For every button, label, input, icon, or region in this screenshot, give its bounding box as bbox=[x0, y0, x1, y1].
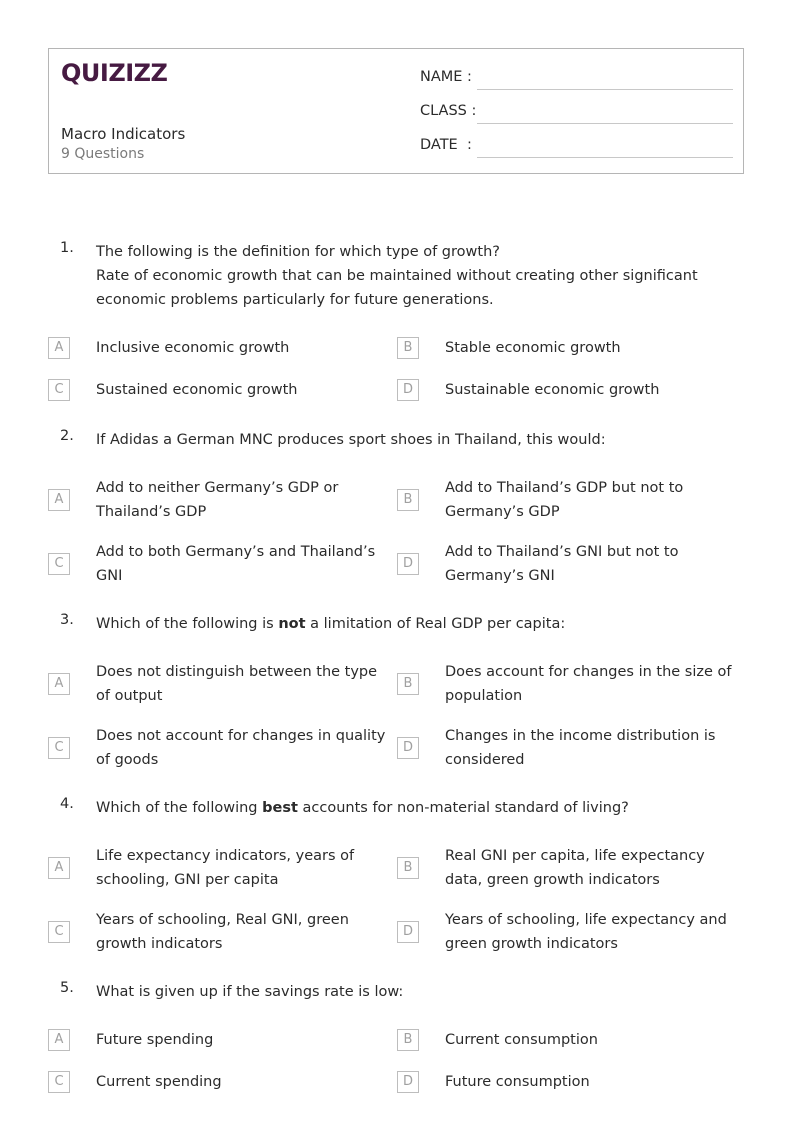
option-letter-box[interactable]: D bbox=[397, 921, 419, 943]
option-letter-box[interactable]: B bbox=[397, 489, 419, 511]
option-letter-box[interactable]: B bbox=[397, 857, 419, 879]
worksheet-header bbox=[48, 48, 744, 174]
option-text: Real GNI per capita, life expectancy data, green growth indicators bbox=[445, 848, 705, 888]
option-letter-box[interactable]: D bbox=[397, 1071, 419, 1093]
option-text: Future consumption bbox=[445, 1074, 590, 1090]
option-text: Does account for changes in the size of population bbox=[445, 664, 732, 704]
option-letter-box[interactable]: C bbox=[48, 1071, 70, 1093]
option-letter-box[interactable]: D bbox=[397, 379, 419, 401]
option-letter-box[interactable]: A bbox=[48, 857, 70, 879]
question-text-part: Which of the following is bbox=[96, 616, 279, 632]
option-letter-box[interactable]: A bbox=[48, 673, 70, 695]
option-text: Future spending bbox=[96, 1032, 214, 1048]
question-text-part: Which of the following bbox=[96, 800, 263, 816]
question-text-part: accounts for non-material standard of living? bbox=[297, 800, 629, 816]
option-letter-box[interactable]: A bbox=[48, 337, 70, 359]
question-number: 3. bbox=[60, 612, 74, 628]
question-text bbox=[96, 240, 736, 312]
option-text: Sustained economic growth bbox=[96, 382, 298, 398]
question-text-emphasis: best bbox=[262, 800, 298, 816]
option-text: Add to Thailand’s GNI but not to Germany’s GNI bbox=[445, 544, 679, 584]
class-label: CLASS : bbox=[420, 103, 477, 119]
question-text bbox=[96, 796, 736, 820]
question-number: 5. bbox=[60, 980, 74, 996]
name-field[interactable] bbox=[420, 66, 733, 92]
option-text: Add to Thailand’s GDP but not to Germany’s GDP bbox=[445, 480, 684, 520]
option-letter-box[interactable]: C bbox=[48, 379, 70, 401]
option-letter-box[interactable]: B bbox=[397, 1029, 419, 1051]
question-text bbox=[96, 428, 736, 452]
option-text: Changes in the income distribution is considered bbox=[445, 728, 716, 768]
option-text: Add to neither Germany’s GDP or Thailand’s GDP bbox=[96, 480, 339, 520]
option-text: Current consumption bbox=[445, 1032, 598, 1048]
option-text: Does not account for changes in quality of goods bbox=[96, 728, 386, 768]
worksheet-title: Macro Indicators bbox=[61, 125, 186, 143]
question-count: 9 Questions bbox=[61, 146, 145, 162]
option-letter-box[interactable]: B bbox=[397, 673, 419, 695]
option-letter-box[interactable]: C bbox=[48, 737, 70, 759]
question-text-part: What is given up if the savings rate is low: bbox=[96, 984, 404, 1000]
date-field[interactable] bbox=[420, 134, 733, 160]
question-text bbox=[96, 612, 736, 636]
quizizz-logo: QUIZIZZ bbox=[61, 59, 168, 87]
option-text: Years of schooling, life expectancy and green growth indicators bbox=[445, 912, 727, 952]
class-line[interactable] bbox=[477, 123, 733, 124]
option-letter-box[interactable]: A bbox=[48, 1029, 70, 1051]
option-text: Does not distinguish between the type of output bbox=[96, 664, 378, 704]
option-text: Years of schooling, Real GNI, green growth indicators bbox=[96, 912, 349, 952]
question-number: 4. bbox=[60, 796, 74, 812]
option-letter-box[interactable]: D bbox=[397, 553, 419, 575]
name-line[interactable] bbox=[477, 89, 733, 90]
option-text: Stable economic growth bbox=[445, 340, 621, 356]
option-letter-box[interactable]: C bbox=[48, 553, 70, 575]
question-text-part: a limitation of Real GDP per capita: bbox=[305, 616, 566, 632]
question-text-part: The following is the definition for which type of growth? bbox=[96, 244, 500, 260]
question-text-emphasis: not bbox=[278, 616, 306, 632]
option-text: Add to both Germany’s and Thailand’s GNI bbox=[96, 544, 376, 584]
question-number: 2. bbox=[60, 428, 74, 444]
option-text: Current spending bbox=[96, 1074, 222, 1090]
option-text: Sustainable economic growth bbox=[445, 382, 660, 398]
date-label: DATE : bbox=[420, 137, 472, 153]
class-field[interactable] bbox=[420, 100, 733, 126]
date-line[interactable] bbox=[477, 157, 733, 158]
name-label: NAME : bbox=[420, 69, 472, 85]
option-letter-box[interactable]: D bbox=[397, 737, 419, 759]
option-letter-box[interactable]: A bbox=[48, 489, 70, 511]
question-number: 1. bbox=[60, 240, 74, 256]
option-text: Inclusive economic growth bbox=[96, 340, 290, 356]
option-text: Life expectancy indicators, years of schooling, GNI per capita bbox=[96, 848, 355, 888]
option-letter-box[interactable]: C bbox=[48, 921, 70, 943]
question-text bbox=[96, 980, 736, 1004]
question-text-part: Rate of economic growth that can be maintained without creating other significant economic problems particularly for future generations. bbox=[96, 268, 698, 308]
option-letter-box[interactable]: B bbox=[397, 337, 419, 359]
question-text-part: If Adidas a German MNC produces sport shoes in Thailand, this would: bbox=[96, 432, 606, 448]
